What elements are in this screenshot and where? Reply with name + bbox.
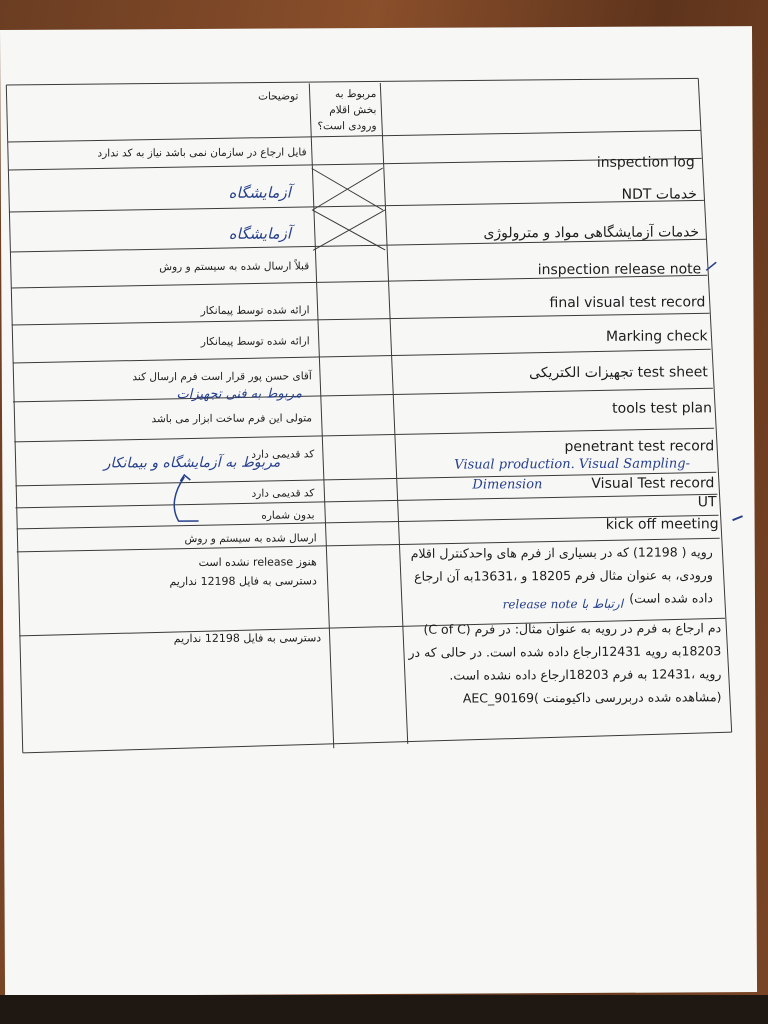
header-related-column: مربوط به بخش اقلام ورودی است؟ (317, 88, 377, 133)
note-kick-off-meeting: ارسال شده به سیستم و روش (184, 532, 317, 546)
procedure-12198-text: رویه ( 12198) که در بسیاری از فرم های واحدکنترل اقلام ورودی، به عنوان مثال فرم 18205 و ،13631به آن ارجاع داده شده است) (410, 544, 714, 606)
note-visual-test-record: کد قدیمی دارد (251, 487, 315, 500)
handwritten-arrow (0, 26, 757, 996)
handwriting-visual-production: Visual production. Visual Sampling- (454, 456, 691, 473)
paper-sheet (0, 26, 757, 996)
handwriting-lab: آزمایشگاه (228, 224, 292, 243)
item-penetrant-test-record: penetrant test record (564, 438, 715, 456)
note-test-sheet-electrical: آقای حسن پور قرار است فرم ارسال کند (132, 370, 312, 384)
note-marking-check: ارائه شده توسط پیمانکار (200, 335, 310, 348)
item-test-sheet-electrical: test sheet تجهیزات الکتریکی (529, 364, 708, 382)
item-lab-services: خدمات آزمایشگاهی مواد و مترولوژی (483, 224, 700, 242)
item-tools-test-plan: tools test plan (612, 400, 713, 417)
handwriting-release-note: ارتباط با release note (502, 596, 624, 612)
note-inspection-log: فایل ارجاع در سازمان نمی باشد نیاز به کد ندارد (97, 146, 307, 160)
item-visual-test-record: Visual Test record (591, 475, 715, 492)
note-no-access-12198-2: دسترسی به فایل 12198 نداریم (173, 631, 322, 646)
item-inspection-release-note: inspection release note (537, 261, 702, 279)
note-final-visual-test-record: ارائه شده توسط پیمانکار (200, 304, 310, 317)
cross-reference-text: دم ارجاع به فرم در رویه به عنوان مثال: در فرم (C of C) 18203به رویه 12431ارجاع داده شده است. در حالی که در رویه ،12431 به فرم 18203ارجاع داده نشده است. (مشاهده شده دربررسی داکیومنت )AEC_90169 (408, 620, 722, 706)
note-penetrant-test-record: کد قدیمی دارد (251, 448, 315, 461)
note-inspection-release-note: قبلاً ارسال شده به سیستم و روش (159, 260, 310, 274)
handwriting-ndt: آزمایشگاه (228, 183, 291, 202)
note-ut: بدون شماره (261, 509, 315, 522)
note-tools-test-plan: متولی این فرم ساخت ابزار می باشد (151, 412, 313, 426)
item-kick-off-meeting: kick off meeting (605, 516, 719, 533)
handwriting-penetrant: مربوط به آزمایشگاه و بیمانکار (103, 454, 281, 472)
note-no-access-12198: دسترسی به فایل 12198 نداریم (169, 574, 317, 589)
item-ut: UT (697, 494, 717, 511)
handwriting-dimension: Dimension (472, 477, 543, 493)
header-notes-column: توضیحات (258, 90, 299, 103)
item-final-visual-test-record: final visual test record (549, 294, 706, 312)
item-marking-check: Marking check (605, 328, 708, 345)
item-ndt-services: خدمات NDT (621, 186, 697, 203)
handwriting-electrical: مربوط به فنی تجهیزات (176, 386, 302, 403)
desk-edge (0, 995, 768, 1024)
note-not-released: هنوز release نشده است (198, 555, 317, 569)
item-inspection-log: inspection log (596, 154, 695, 171)
